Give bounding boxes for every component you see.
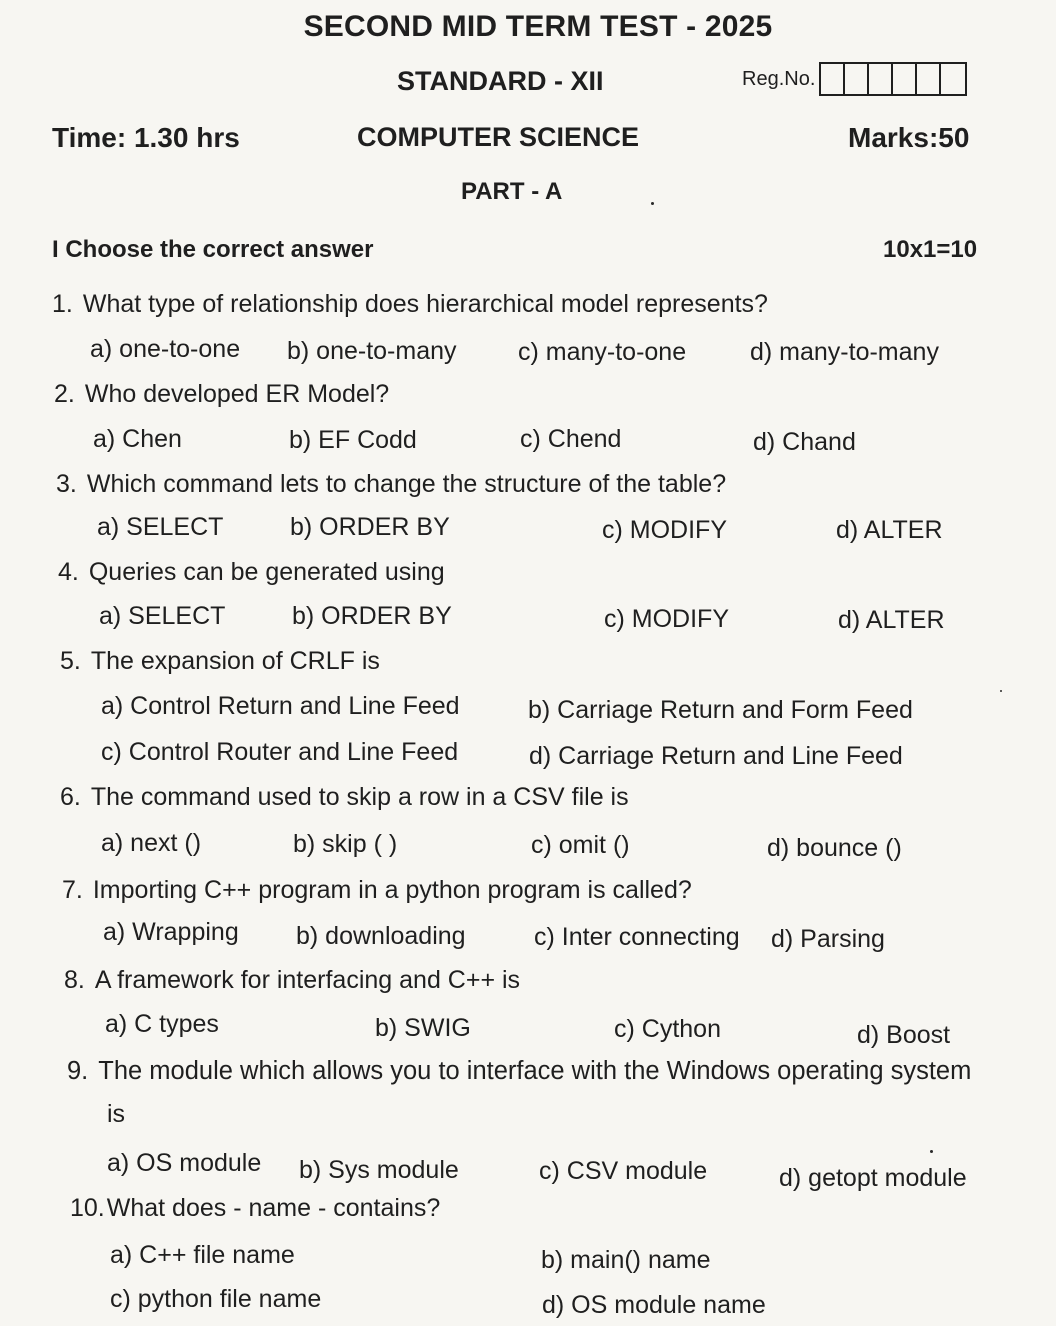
option-c: c) CSV module — [539, 1157, 708, 1185]
question-text: A framework for interfacing and C++ is — [94, 966, 521, 994]
question-number: 8. — [64, 966, 85, 994]
option-b: b) main() name — [541, 1246, 711, 1274]
option-d: d) Chand — [753, 428, 856, 456]
reg-no-box — [893, 64, 917, 94]
reg-no-box — [941, 64, 965, 94]
option-b: b) ORDER BY — [292, 602, 452, 630]
option-b: b) EF Codd — [289, 426, 417, 454]
question-text: Queries can be generated using — [88, 558, 445, 586]
reg-no-label: Reg.No. — [742, 67, 816, 90]
option-b: b) ORDER BY — [290, 513, 450, 541]
option-d: d) ALTER — [838, 606, 945, 634]
option-d: d) getopt module — [779, 1164, 967, 1192]
question-text-continued: is — [107, 1100, 126, 1128]
option-d: d) bounce () — [767, 834, 902, 862]
option-a: a) Wrapping — [103, 918, 239, 946]
question-number: 10. — [70, 1194, 105, 1222]
option-a: a) Control Return and Line Feed — [101, 692, 460, 720]
option-b: b) downloading — [296, 922, 466, 950]
question-3 — [56, 470, 726, 499]
question-2 — [54, 380, 389, 409]
question-text: Who developed ER Model? — [84, 380, 390, 408]
option-a: a) next () — [101, 829, 202, 857]
option-d: d) Carriage Return and Line Feed — [529, 742, 903, 770]
option-c: c) MODIFY — [602, 516, 727, 544]
scan-speck — [651, 202, 654, 205]
option-b: b) Carriage Return and Form Feed — [528, 696, 913, 724]
reg-no-box — [869, 64, 893, 94]
reg-no-box — [845, 64, 869, 94]
option-c: c) omit () — [531, 831, 630, 859]
option-d: d) many-to-many — [750, 338, 939, 366]
option-b: b) SWIG — [375, 1014, 471, 1042]
option-a: a) Chen — [93, 425, 182, 453]
option-c: c) Control Router and Line Feed — [101, 738, 459, 766]
standard-label: STANDARD - XII — [397, 66, 604, 96]
scan-speck — [1000, 690, 1002, 692]
question-number: 7. — [62, 876, 83, 904]
question-number: 2. — [54, 380, 75, 408]
question-number: 5. — [60, 647, 81, 675]
question-1 — [52, 290, 768, 319]
option-c: c) Chend — [520, 425, 622, 453]
section-marks: 10x1=10 — [883, 236, 978, 263]
option-a: a) one-to-one — [90, 335, 241, 363]
option-a: a) C types — [105, 1010, 219, 1038]
question-number: 4. — [58, 558, 79, 586]
scan-speck — [930, 1150, 933, 1153]
option-b: b) skip ( ) — [293, 830, 398, 858]
question-4 — [58, 558, 445, 587]
question-6 — [60, 783, 629, 812]
option-c: c) MODIFY — [604, 605, 729, 633]
question-text: The command used to skip a row in a CSV file is — [90, 783, 629, 811]
part-label: PART - A — [461, 178, 563, 205]
option-c: c) python file name — [110, 1285, 322, 1313]
option-a: a) SELECT — [99, 602, 226, 630]
question-number: 9. — [67, 1057, 89, 1085]
question-8 — [64, 966, 520, 995]
time-label: Time: 1.30 hrs — [52, 122, 240, 153]
option-d: d) Parsing — [771, 925, 885, 953]
option-d: d) Boost — [857, 1021, 951, 1049]
option-b: b) one-to-many — [287, 337, 457, 365]
reg-no-box — [821, 64, 845, 94]
option-c: c) Inter connecting — [534, 923, 740, 951]
option-d: d) ALTER — [836, 516, 943, 544]
question-7 — [62, 876, 692, 905]
question-text: Which command lets to change the structure of the table? — [86, 470, 727, 498]
question-text: The expansion of CRLF is — [90, 647, 380, 675]
question-9 — [67, 1057, 971, 1086]
question-number: 6. — [60, 783, 81, 811]
marks-label: Marks:50 — [848, 122, 970, 153]
option-b: b) Sys module — [299, 1156, 459, 1184]
question-text: What type of relationship does hierarchical model represents? — [82, 290, 768, 318]
question-number: 1. — [52, 290, 73, 318]
question-5 — [60, 647, 380, 676]
option-a: a) C++ file name — [110, 1241, 295, 1269]
reg-no-box — [917, 64, 941, 94]
option-d: d) OS module name — [542, 1291, 766, 1319]
question-text: Importing C++ program in a python program is called? — [92, 876, 692, 904]
option-c: c) Cython — [614, 1015, 721, 1043]
option-a: a) OS module — [107, 1149, 262, 1177]
reg-no-boxes — [819, 62, 967, 96]
exam-title: SECOND MID TERM TEST - 2025 — [303, 10, 773, 43]
reg-no-field — [742, 62, 967, 96]
question-10 — [70, 1194, 440, 1223]
question-text: The module which allows you to interface with the Windows operating system — [98, 1057, 972, 1085]
option-c: c) many-to-one — [518, 338, 687, 366]
subject-label: COMPUTER SCIENCE — [357, 122, 640, 152]
section-heading: I Choose the correct answer — [52, 236, 374, 263]
option-a: a) SELECT — [97, 513, 224, 541]
question-number: 3. — [56, 470, 77, 498]
question-text: What does - name - contains? — [106, 1194, 441, 1222]
